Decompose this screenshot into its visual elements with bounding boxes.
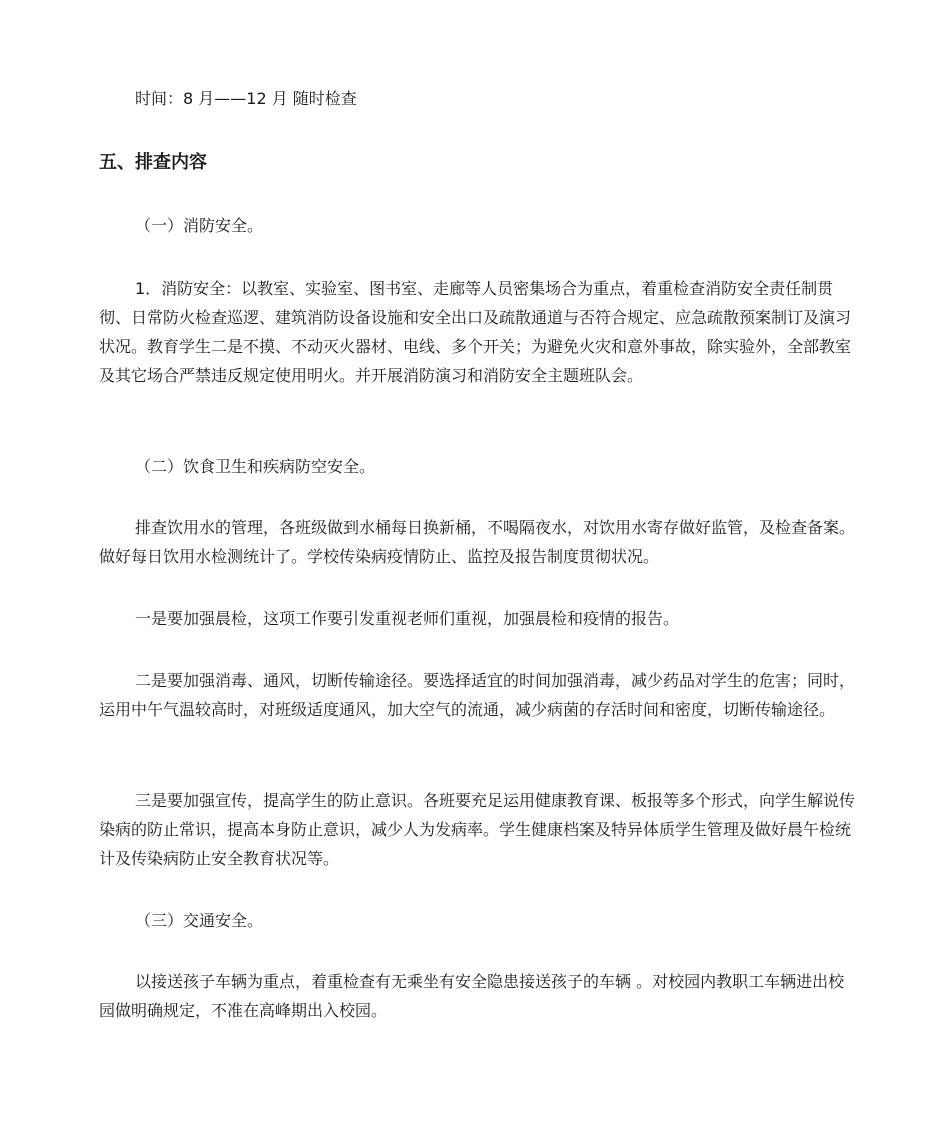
subsection-fire-safety-title: （一）消防安全。 — [135, 216, 264, 235]
subsection-traffic-title: （三）交通安全。 — [135, 911, 264, 930]
morning-check-paragraph: 一是要加强晨检，这项工作要引发重视老师们重视，加强晨检和疫情的报告。 — [135, 609, 680, 628]
section-title: 五、排查内容 — [99, 152, 207, 173]
fire-safety-paragraph: 1．消防安全：以教室、实验室、图书室、走廊等人员密集场合为重点，着重检查消防安全责任制贯彻、日常防火检查巡逻、建筑消防设备设施和安全出口及疏散通道与否符合规定、应急疏散预案制订及演习状况。教育学生二是不摸、不动灭火器材、电线、多个开关；为避免火灾和意外事故，除实验外，全部教室及其它场合严禁违反规定使用明火。并开展消防演习和消防安全主题班队会。 — [99, 279, 852, 385]
traffic-safety-paragraph: 以接送孩子车辆为重点，着重检查有无乘坐有安全隐患接送孩子的车辆 。对校园内教职工车辆进出校园做明确规定，不准在高峰期出入校园。 — [99, 972, 845, 1020]
disinfection-paragraph: 二是要加强消毒、通风，切断传输途径。要选择适宜的时间加强消毒，减少药品对学生的危害；同时，运用中午气温较高时，对班级适度通风，加大空气的流通，减少病菌的存活时间和密度，切断传输途径。 — [99, 671, 856, 719]
subsection-food-hygiene-title: （二）饮食卫生和疾病防空安全。 — [135, 457, 376, 476]
drinking-water-paragraph: 排查饮用水的管理，各班级做到水桶每日换新桶，不喝隔夜水，对饮用水寄存做好监管，及检查备案。做好每日饮用水检测统计了。学校传染病疫情防止、监控及报告制度贯彻状况。 — [99, 518, 856, 566]
awareness-paragraph: 三是要加强宣传，提高学生的防止意识。各班要充足运用健康教育课、板报等多个形式，向学生解说传染病的防止常识，提高本身防止意识，减少人为发病率。学生健康档案及特异体质学生管理及做好晨午检统计及传染病防止安全教育状况等。 — [99, 791, 856, 868]
inspection-time-line: 时间：8 月——12 月 随时检查 — [135, 89, 357, 108]
